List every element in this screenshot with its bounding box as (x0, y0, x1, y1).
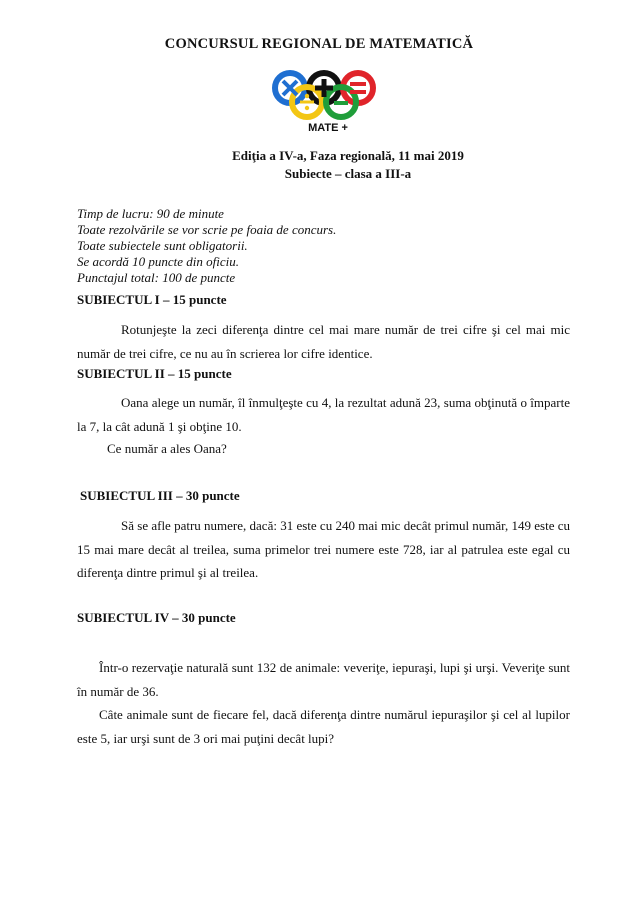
subject-3-text: Să se afle patru numere, dacă: 31 este cu 240 mai mic decât primul număr, 149 este cu 15 mai mare decât al treilea, suma primelor trei numere este 728, iar al patrulea este egal cu diferenţa dintre primul şi al treilea. (77, 518, 570, 580)
logo-text: MATE + (308, 122, 348, 134)
subject-3-heading: SUBIECTUL III – 30 puncte (80, 488, 240, 503)
edition-block (0, 147, 638, 183)
info-line: Timp de lucru: 90 de minute (77, 206, 224, 221)
subject-4-text: Într-o rezervaţie naturală sunt 132 de animale: veveriţe, iepuraşi, lupi şi urşi. Veveriţe sunt în număr de 36. (77, 660, 570, 699)
info-line: Toate rezolvările se vor scrie pe foaia de concurs. (77, 222, 337, 237)
subject-1-text: Rotunjeşte la zeci diferenţa dintre cel mai mare număr de trei cifre şi cel mai mic număr de trei cifre, ce nu au în scrierea lor cifre identice. (77, 322, 570, 361)
subject-2-heading: SUBIECTUL II – 15 puncte (77, 366, 232, 381)
contest-title: CONCURSUL REGIONAL DE MATEMATICĂ (164, 36, 474, 52)
subject-4-heading: SUBIECTUL IV – 30 puncte (77, 610, 236, 625)
subject-2-text: Oana alege un număr, îl înmulţeşte cu 4, la rezultat adună 23, suma obţinută o împarte la 7, la cât adună 1 şi obţine 10. (77, 395, 570, 434)
grade-line: Subiecte – clasa a III-a (284, 166, 412, 181)
contest-logo (268, 70, 388, 136)
subject-1-heading: SUBIECTUL I – 15 puncte (77, 292, 227, 307)
info-line: Toate subiectele sunt obligatorii. (77, 238, 248, 253)
info-line: Se acordă 10 puncte din oficiu. (77, 254, 239, 269)
subject-2-question: Ce număr a ales Oana? (107, 441, 227, 456)
olympic-rings-math-logo (268, 70, 388, 136)
instructions (77, 206, 336, 286)
info-line: Punctajul total: 100 de puncte (77, 270, 236, 285)
edition-line: Ediţia a IV-a, Faza regională, 11 mai 2019 (232, 148, 464, 163)
subject-4-question: Câte animale sunt de fiecare fel, dacă diferenţa dintre numărul iepuraşilor şi cel al lupilor este 5, iar urşi sunt de 3 ori mai puţini decât lupi? (77, 707, 570, 746)
